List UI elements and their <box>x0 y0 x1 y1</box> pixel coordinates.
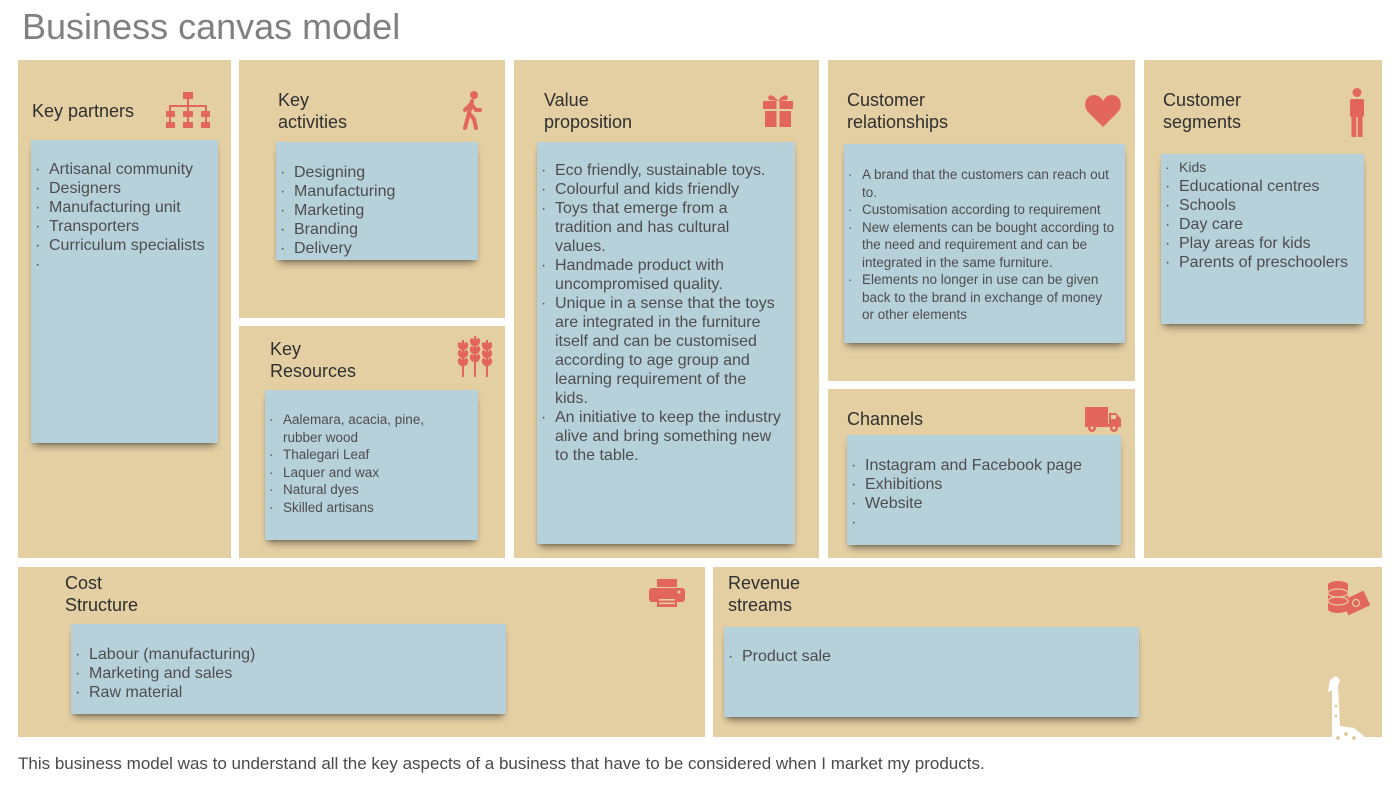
coins-icon <box>1326 581 1370 617</box>
list-item: · Handmade product with uncompromised quality. <box>537 256 783 294</box>
list-item: · Artisanal community <box>31 160 206 179</box>
list-item: · New elements can be bought according to the need and requirement and can be integrated in the same furniture. <box>844 219 1117 272</box>
value-proposition-title: Value proposition <box>544 90 633 132</box>
list-item: · Aalemara, acacia, pine, rubber wood <box>265 411 458 446</box>
customer-relationships-note <box>844 144 1125 343</box>
key-activities-block <box>239 60 505 318</box>
heart-icon <box>1084 94 1122 128</box>
key-partners-title: Key partners <box>32 101 135 121</box>
list-item: · Transporters <box>31 217 206 236</box>
giraffe-logo <box>1316 676 1378 772</box>
list-item: · Parents of preschoolers <box>1161 253 1352 272</box>
key-resources-note <box>265 390 478 540</box>
list-item: · Product sale <box>724 647 1127 666</box>
list-item: · Eco friendly, sustainable toys. <box>537 161 783 180</box>
customer-segments-title: Customer segments <box>1163 90 1242 132</box>
customer-segments-note <box>1161 154 1364 324</box>
revenue-streams-note <box>724 627 1139 717</box>
printer-icon <box>648 578 686 608</box>
customer-segments-block <box>1144 60 1382 558</box>
list-item: · Manufacturing <box>276 182 466 201</box>
list-item: · Designers <box>31 179 206 198</box>
list-item: · Skilled artisans <box>265 499 458 517</box>
person-icon <box>1348 88 1366 138</box>
customer-relationships-block <box>828 60 1135 381</box>
list-item: · Website <box>847 494 1109 513</box>
list-item: · Designing <box>276 163 466 182</box>
list-item: · Instagram and Facebook page <box>847 456 1109 475</box>
list-item: · Raw material <box>71 683 494 702</box>
cost-structure-note <box>71 624 506 714</box>
list-item: · Elements no longer in use can be given back to the brand in exchange of money or other elements <box>844 271 1117 324</box>
cost-structure-title: Cost Structure <box>65 573 139 615</box>
list-item: · Customisation according to requirement <box>844 201 1117 219</box>
customer-relationships-title: Customer relationships <box>847 90 949 132</box>
list-item: · Exhibitions <box>847 475 1109 494</box>
key-activities-note <box>276 142 478 260</box>
key-partners-list <box>31 160 206 255</box>
key-partners-block <box>18 60 231 558</box>
footer-caption: This business model was to understand all the key aspects of a business that have to be considered when I market my products. <box>18 754 985 773</box>
value-proposition-note <box>537 142 795 544</box>
channels-note <box>847 435 1121 545</box>
revenue-streams-block <box>713 567 1382 737</box>
list-item: · Manufacturing unit <box>31 198 206 217</box>
list-item: · Marketing <box>276 201 466 220</box>
list-item: · Day care <box>1161 215 1352 234</box>
truck-icon <box>1084 405 1122 433</box>
page-title: Business canvas model <box>22 6 401 47</box>
key-activities-title: Key activities <box>278 90 348 132</box>
list-item: · Curriculum specialists <box>31 236 206 255</box>
walking-person-icon <box>455 90 489 130</box>
list-item: · An initiative to keep the industry alive and bring something new to the table. <box>537 408 783 465</box>
list-item: · Thalegari Leaf <box>265 446 458 464</box>
cost-structure-block <box>18 567 705 737</box>
list-item: · Toys that emerge from a tradition and has cultural values. <box>537 199 783 256</box>
list-item: · Marketing and sales <box>71 664 494 683</box>
list-item: · Unique in a sense that the toys are integrated in the furniture itself and can be customised according to age group and learning requirement of the kids. <box>537 294 783 408</box>
channels-title: Channels <box>847 409 924 429</box>
list-item: · Colourful and kids friendly <box>537 180 783 199</box>
list-item: · Natural dyes <box>265 481 458 499</box>
channels-block <box>828 389 1135 558</box>
gift-icon <box>762 92 794 128</box>
key-partners-note <box>31 140 218 443</box>
list-item: · Educational centres <box>1161 177 1352 196</box>
wheat-icon <box>457 330 493 378</box>
list-item: · Branding <box>276 220 466 239</box>
list-item: · Kids <box>1161 158 1352 177</box>
list-item: · Delivery <box>276 239 466 258</box>
key-resources-title: Key Resources <box>270 339 357 381</box>
list-item: · Laquer and wax <box>265 464 458 482</box>
org-chart-icon <box>166 90 210 130</box>
revenue-streams-title: Revenue streams <box>728 573 801 615</box>
list-item: · A brand that the customers can reach out to. <box>844 166 1117 201</box>
list-item: · Labour (manufacturing) <box>71 645 494 664</box>
list-item: · Schools <box>1161 196 1352 215</box>
value-proposition-block <box>514 60 819 558</box>
list-item: · Play areas for kids <box>1161 234 1352 253</box>
key-resources-block <box>239 326 505 558</box>
